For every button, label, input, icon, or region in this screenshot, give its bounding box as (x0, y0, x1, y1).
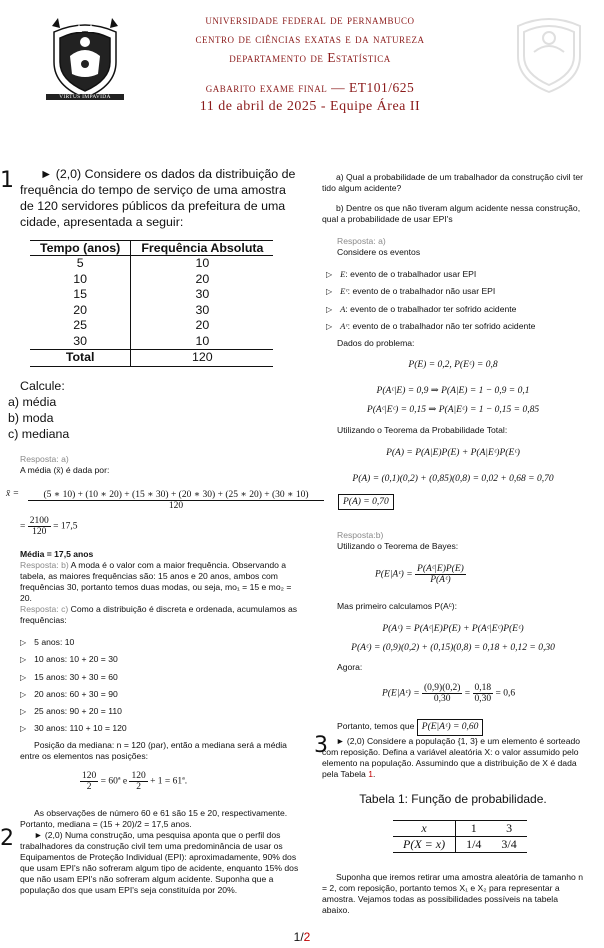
table-cell: 30 (195, 287, 210, 301)
list-item: ▷ 5 anos: 10 (20, 634, 290, 651)
q2-question-a: a) Qual a probabilidade de um trabalhador da construção civil ter tido algum acidente? (322, 172, 583, 193)
table-cell: 120 (131, 350, 274, 367)
event-text: : evento de o trabalhador não ter sofrido acidente (347, 320, 536, 331)
result-box-pa: P(A) = 0,70 (338, 494, 394, 510)
question-2-statement: ► (2,0) Numa construção, uma pesquisa aponta que o perfil dos trabalhadores da construção civil tem uma predominância de usar os Equipamentos de Proteção Individual (EPI): aproximadamente, 90% dos que usam EPI's não sofreram algum tipo de acidente, enquanto 15% dos que não usam EPI's não sofreram algum acidente. Suponha que a população dos que usam EPI's seja constituída por 20%. (20, 830, 299, 895)
header-department: departamento de Estatística (229, 50, 391, 65)
calc-item-a: a) média (8, 395, 57, 409)
q2-question-b: b) Dentre os que não tiveram algum acidente nessa construção, qual a probabilidade de usar EPI's (322, 203, 581, 224)
table-cell: 1/4 (456, 837, 492, 853)
page-total-link[interactable]: 2 (303, 930, 311, 944)
eq-accident-given-epi: P(Aᶜ|E) = 0,9 ⇒ P(A|E) = 1 − 0,9 = 0,1 (376, 386, 530, 396)
q2-response-b-label: Resposta:b) (337, 530, 384, 540)
event-text: : evento de o trabalhador usar EPI (345, 269, 477, 279)
final-num2: 0,18 (474, 683, 492, 693)
q1-response-c (20, 604, 300, 626)
list-item (326, 266, 588, 283)
median-frac-b-den: 2 (136, 782, 141, 792)
final-num1: (0,9)(0,2) (424, 683, 461, 693)
q1-response-a-text: A média (x̄) é dada por: (20, 465, 110, 475)
table-cell: 10 (195, 256, 210, 270)
final-den2: 0,30 (474, 694, 492, 704)
events-intro: Considere os eventos (337, 247, 421, 257)
header-block (150, 10, 470, 116)
bayes-intro: Utilizando o Teorema de Bayes: (337, 541, 459, 551)
table-row (30, 334, 273, 350)
university-crest (46, 14, 124, 109)
q1-response-b (20, 560, 300, 604)
events-list (326, 266, 588, 335)
freq-table-header-time: Tempo (anos) (30, 241, 131, 256)
probability-table (393, 820, 527, 853)
table-row (30, 256, 273, 272)
agora-label: Agora: (337, 662, 363, 672)
median-observation: As observações de número 60 e 61 são 15 e 20, respectivamente. Portanto, mediana = (15 + 20)/2 = 17,5 anos. (20, 808, 288, 829)
mean-formula (28, 489, 324, 511)
median-positions-eq (80, 771, 187, 792)
eq-accident-given-no-epi: P(Aᶜ|Eᶜ) = 0,15 ⇒ P(A|Eᶜ) = 1 − 0,15 = 0,85 (366, 405, 540, 415)
frequency-table (30, 240, 273, 367)
dados-label: Dados do problema: (337, 338, 415, 348)
header-center: centro de ciências exatas e da natureza (195, 31, 425, 46)
table-row (30, 287, 273, 303)
event-text: : evento de o trabalhador não usar EPI (347, 286, 496, 297)
bayes-num: P(Aᶜ|E)P(E) (417, 564, 464, 574)
median-frac-a-num: 120 (82, 771, 97, 781)
crest-motto: VIRTUS IMPAVIDA (46, 94, 124, 100)
q2-response-a-label: Resposta: a) (337, 236, 386, 246)
q1-response-c-label: Resposta: c) (20, 604, 69, 614)
mean-numerator: (5 ∗ 10) + (10 ∗ 20) + (15 ∗ 30) + (20 ∗ 30) + (25 ∗ 20) + (30 ∗ 10) (28, 489, 324, 501)
list-item: ▷ 30 anos: 110 + 10 = 120 (20, 720, 290, 737)
list-item: ▷ 20 anos: 60 + 30 = 90 (20, 686, 290, 703)
q1-response-b-text: A moda é o valor com a maior frequência. Observando a tabela, as maiores frequências são: 15 anos e 20 anos, ambos com frequências 30, portanto temos duas modas, ou seja, mo₁ = 15 e mo₂ = 20. (20, 560, 292, 603)
median-frac-a-res: = 60ª e (100, 776, 128, 787)
median-frac-a-den: 2 (86, 782, 92, 792)
q1-response-b-label: Resposta: b) (20, 560, 69, 570)
event-symbol: Aᶜ (340, 320, 348, 331)
freq-table-header-freq: Frequência Absoluta (131, 241, 274, 256)
header-date: 11 de abril de 2025 - Equipe Área II (199, 99, 421, 114)
table-row (393, 837, 527, 853)
bayes-lhs: P(E|Aᶜ) = (375, 569, 413, 580)
event-text: : evento de o trabalhador ter sofrido acidente (345, 303, 517, 314)
question-3-number: 3 (314, 733, 328, 758)
final-formula: P(E|Aᶜ) = $\frac{(0,9)(0,2)}{0,30}$ = $\frac{0,18}{0,30}$ = 0,6 (382, 683, 516, 704)
question-3-statement (322, 736, 584, 780)
final-den1: 0,30 (433, 694, 451, 704)
list-item: ▷ 10 anos: 10 + 20 = 30 (20, 651, 290, 668)
final-lhs: P(E|Aᶜ) = (382, 688, 420, 699)
eq-total-probability-calc: P(A) = (0,1)(0,2) + (0,85)(0,8) = 0,02 + 0,68 = 0,70 (352, 474, 554, 484)
list-item (326, 318, 588, 335)
list-item: ▷ 15 anos: 30 + 30 = 60 (20, 669, 290, 686)
mean2-denominator: 120 (32, 527, 47, 537)
table-cell: 10 (30, 272, 131, 288)
list-item (326, 301, 588, 318)
page-separator: / (300, 930, 304, 944)
table-cell: 20 (195, 318, 210, 332)
bayes-formula (375, 564, 466, 585)
table-1-caption: Tabela 1: Função de probabilidade. (359, 792, 547, 806)
table-cell: P(X = x) (393, 837, 456, 853)
table-row (30, 318, 273, 334)
eq-p-ac-calc: P(Aᶜ) = (0,9)(0,2) + (0,15)(0,8) = 0,18 + 0,12 = 0,30 (351, 643, 555, 653)
calc-item-c: c) mediana (8, 427, 70, 441)
q1-response-a-label: Resposta: a) (20, 454, 69, 464)
header-university: universidade federal de pernambuco (205, 12, 415, 27)
median-position-text: Posição da mediana: n = 120 (par), então a mediana será a média entre os elementos nas posições: (20, 740, 287, 761)
event-symbol: A (340, 303, 346, 314)
mean2-numerator: 2100 (29, 516, 49, 526)
watermark-crest (510, 8, 588, 103)
result-box-pe-ac: P(E|Aᶜ) = 0,60 (417, 719, 484, 736)
table-cell: 20 (30, 303, 131, 319)
calc-item-b: b) moda (8, 411, 54, 425)
event-symbol: E (340, 269, 346, 279)
question-1-statement: ► (2,0) Considere os dados da distribuição de frequência do tempo de serviço de uma amostra de 120 servidores públicos da prefeitura de uma cidade, apresentada a seguir: (20, 167, 296, 229)
q1-response-c-text: Como a distribuição é discreta e ordenada, acumulamos as frequências: (20, 604, 298, 625)
list-item (326, 283, 588, 300)
table-row (393, 821, 527, 837)
bayes-den: P(Aᶜ) (430, 575, 451, 585)
portanto-line (337, 719, 483, 736)
q3-closing-text: Suponha que iremos retirar uma amostra aleatória de tamanho n = 2, com reposição, portanto temos X₁ e X₂ para representar a amostra. Vejamos todas as possibilidades possíveis na tabela abaixo. (322, 872, 583, 915)
header-exam-title: gabarito exame final — ET101/625 (205, 80, 415, 95)
mean-lhs: x̄ = (6, 489, 20, 499)
eq-total-probability: P(A) = P(A|E)P(E) + P(A|Eᶜ)P(Eᶜ) (386, 448, 520, 458)
page-number (0, 930, 604, 944)
table-cell: 1 (456, 821, 492, 837)
table-cell: 3/4 (491, 837, 526, 853)
first-calc-label: Mas primeiro calculamos P(Aᶜ): (337, 601, 458, 611)
table-cell: x (393, 821, 456, 837)
event-symbol: Eᶜ (340, 286, 348, 297)
list-item: ▷ 25 anos: 90 + 20 = 110 (20, 703, 290, 720)
final-res: = 0,6 (495, 688, 516, 699)
table-total-row (30, 350, 273, 367)
calcule-label: Calcule: (20, 379, 65, 393)
question-2-number: 2 (0, 826, 14, 851)
table-row (30, 272, 273, 288)
cumulative-list (20, 634, 290, 738)
portanto-text: Portanto, temos que (337, 721, 415, 731)
table-1-link[interactable]: 1 (368, 769, 373, 779)
table-cell: 25 (30, 318, 131, 334)
table-cell: Total (30, 350, 131, 367)
q3-statement-end: . (372, 769, 376, 779)
table-cell: 30 (195, 302, 210, 317)
mean-formula-2: = $\frac{2100}{120}$ = 17,5 (20, 516, 78, 537)
q3-statement-text: ► (2,0) Considere a população {1, 3} e um elemento é sorteado com reposição. Defina a variável aleatória X: o valor assumido pelo elemento na população. Assumindo que a distribuição de X é dada pela Tabela (322, 736, 581, 779)
table-cell: 10 (195, 333, 210, 348)
mean-denominator: 120 (168, 501, 184, 511)
table-cell: 30 (30, 334, 131, 350)
page-current: 1 (293, 930, 301, 944)
eq-prior: P(E) = 0,2, P(Eᶜ) = 0,8 (408, 360, 498, 370)
median-frac-b-num: 120 (131, 771, 146, 781)
mean2-result: = 17,5 (53, 521, 78, 532)
eq-p-ac: P(Aᶜ) = P(Aᶜ|E)P(E) + P(Aᶜ|Eᶜ)P(Eᶜ) (382, 624, 524, 634)
question-1-number: 1 (0, 168, 14, 193)
table-cell: 15 (30, 287, 131, 303)
table-row (30, 303, 273, 319)
table-cell: 20 (195, 271, 210, 286)
median-frac-b-res: + 1 = 61ª. (150, 776, 188, 787)
table-cell: 3 (491, 821, 526, 837)
table-cell: 5 (30, 256, 131, 272)
total-theorem-label: Utilizando o Teorema da Probabilidade Total: (337, 425, 508, 435)
mean-result-bold: Média = 17,5 anos (20, 549, 94, 559)
